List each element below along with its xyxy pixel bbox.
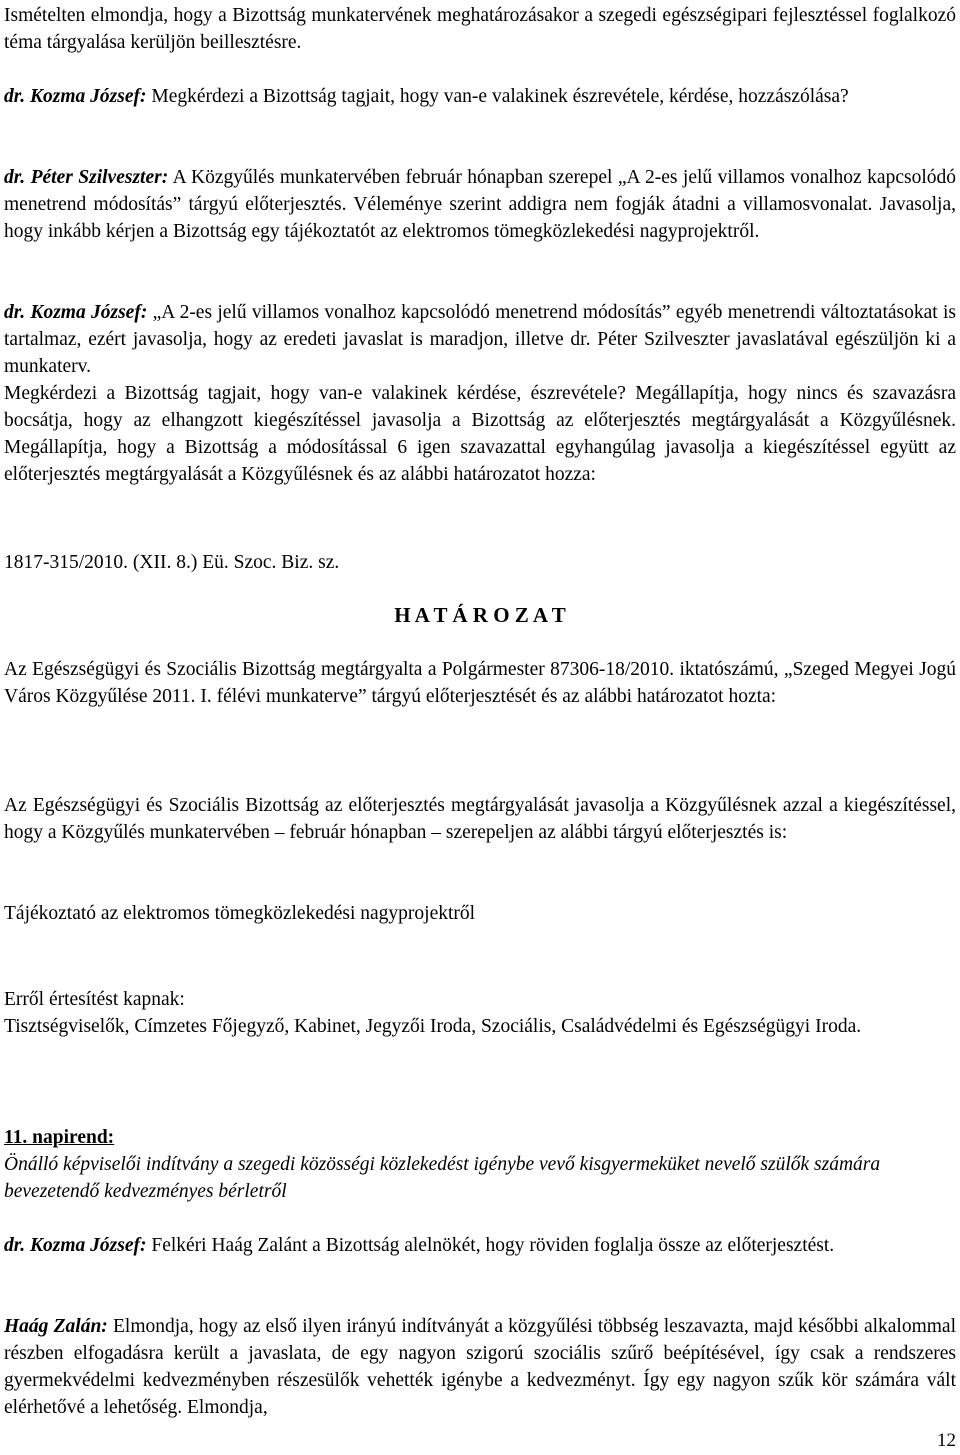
paragraph-resolution-1: Az Egészségügyi és Szociális Bizottság megtárgyalta a Polgármester 87306-18/2010. iktatószámú, „Szeged Megyei Jogú Város Közgyűlése 2011. I. félévi munkaterve” tárgyú előterjesztését és az alábbi határozatot hozta: (4, 659, 956, 707)
paragraph-topic: Tájékoztató az elektromos tömegközlekedési nagyprojektről (4, 903, 476, 924)
speaker-name: dr. Kozma József: (4, 302, 148, 323)
notify-list: Tisztségviselők, Címzetes Főjegyző, Kabinet, Jegyzői Iroda, Szociális, Családvédelmi és Egészségügyi Iroda. (4, 1016, 862, 1037)
paragraph-kozma-2 (4, 299, 956, 380)
speaker-text: Megkérdezi a Bizottság tagjait, hogy van-e valakinek észrevétele, kérdése, hozzászólása? (146, 86, 849, 107)
resolution-title: H A T Á R O Z A T (394, 603, 566, 627)
speaker-text: „A 2-es jelű villamos vonalhoz kapcsolódó menetrend módosítás” egyéb menetrendi változtatásokat is tartalmaz, ezért javasolja, hogy az eredeti javaslat is maradjon, illetve dr. Péter Szilveszter javaslatával egészüljön ki a munkaterv. (4, 302, 956, 377)
speaker-name: dr. Kozma József: (4, 86, 147, 107)
paragraph-kozma-1 (4, 83, 956, 110)
paragraph-peter (4, 164, 956, 245)
speaker-text: A Közgyűlés munkatervében február hónapban szerepel „A 2-es jelű villamos vonalhoz kapcsolódó menetrend módosítás” tárgyú előterjesztés. Véleménye szerint addigra nem fogják átadni a villamosvonalat. Javasolja, hogy inkább kérjen a Bizottság egy tájékoztatót az elektromos tömegközlekedési nagyprojektről. (4, 167, 956, 242)
notify-label: Erről értesítést kapnak: (4, 989, 185, 1010)
speaker-name: dr. Kozma József: (4, 1235, 147, 1256)
paragraph-intro: Ismételten elmondja, hogy a Bizottság munkatervének meghatározásakor a szegedi egészségipari fejlesztéssel foglalkozó téma tárgyalása kerüljön beillesztésre. (4, 5, 956, 53)
paragraph-kozma-3 (4, 1232, 956, 1259)
page-number: 12 (937, 1430, 956, 1451)
speaker-text: Felkéri Haág Zalánt a Bizottság alelnökét, hogy röviden foglalja össze az előterjesztést. (146, 1235, 835, 1256)
paragraph-vote: Megkérdezi a Bizottság tagjait, hogy van-e valakinek kérdése, észrevétele? Megállapítja, hogy nincs és szavazásra bocsátja, hogy az elhangzott kiegészítéssel javasolja a Bizottság az előterjesztés megtárgyalását a Közgyűlésnek. Megállapítja, hogy a Bizottság a módosítással 6 igen szavazattal egyhangúlag javasolja a kiegészítéssel együtt az előterjesztés megtárgyalását a Közgyűlésnek és az alábbi határozatot hozza: (4, 383, 956, 485)
resolution-number: 1817-315/2010. (XII. 8.) Eü. Szoc. Biz. sz. (4, 552, 340, 573)
paragraph-haag (4, 1313, 956, 1421)
speaker-text: Elmondja, hogy az első ilyen irányú indítványát a közgyűlési többség leszavazta, majd későbbi alkalommal részben elfogadásra került a javaslata, de egy nagyon szigorú szociális szűrő beépítésével, így csak a rendszeres gyermekvédelmi kedvezményben részesülők vehették igénybe a kedvezményt. Így egy nagyon szűk kör számára vált elérhetővé a lehetőség. Elmondja, (4, 1316, 956, 1418)
agenda-label: 11. napirend: (4, 1127, 115, 1148)
speaker-name: dr. Péter Szilveszter: (4, 167, 169, 188)
paragraph-resolution-2: Az Egészségügyi és Szociális Bizottság az előterjesztés megtárgyalását javasolja a Közgyűlésnek azzal a kiegészítéssel, hogy a Közgyűlés munkatervében – február hónapban – szerepeljen az alábbi tárgyú előterjesztés is: (4, 795, 956, 843)
agenda-title: Önálló képviselői indítvány a szegedi közösségi közlekedést igénybe vevő kisgyermeküket nevelő szülők számára bevezetendő kedvezményes bérletről (4, 1154, 881, 1202)
speaker-name: Haág Zalán: (4, 1316, 108, 1337)
